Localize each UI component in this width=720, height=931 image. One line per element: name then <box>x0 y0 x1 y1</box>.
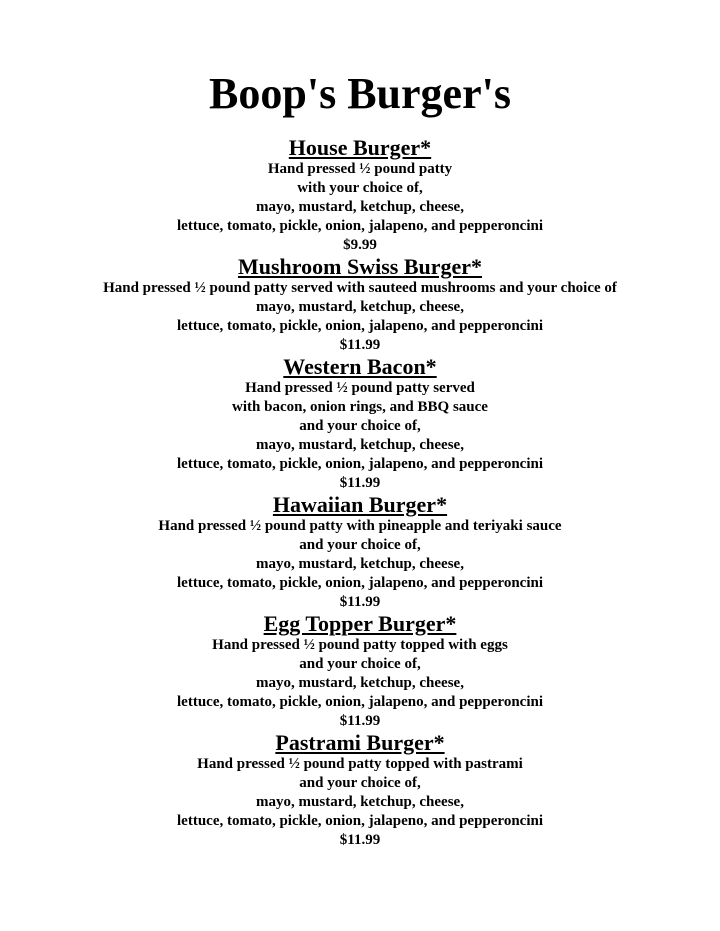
item-description-line: lettuce, tomato, pickle, onion, jalapeno, and pepperoncini <box>177 813 543 829</box>
item-description-line: mayo, mustard, ketchup, cheese, <box>256 437 464 453</box>
item-price: $11.99 <box>339 713 381 729</box>
item-description-line: mayo, mustard, ketchup, cheese, <box>256 675 464 691</box>
menu-item-house-burger <box>0 136 720 255</box>
item-description-line: Hand pressed ½ pound patty served with sauteed mushrooms and your choice of <box>103 280 617 296</box>
item-description-line: lettuce, tomato, pickle, onion, jalapeno, and pepperoncini <box>177 575 543 591</box>
menu-item-pastrami-burger <box>0 731 720 850</box>
item-name: Western Bacon* <box>283 354 437 379</box>
menu-item-western-bacon <box>0 355 720 493</box>
item-description-line: Hand pressed ½ pound patty topped with eggs <box>212 637 508 653</box>
menu-item-hawaiian-burger <box>0 493 720 612</box>
item-price: $11.99 <box>339 475 381 491</box>
item-description-line: lettuce, tomato, pickle, onion, jalapeno, and pepperoncini <box>177 456 543 472</box>
item-name: Mushroom Swiss Burger* <box>237 254 483 279</box>
restaurant-title: Boop's Burger's <box>209 69 511 118</box>
item-price: $11.99 <box>339 594 381 610</box>
item-description-line: and your choice of, <box>299 656 421 672</box>
item-name: Hawaiian Burger* <box>272 492 448 517</box>
item-description-line: lettuce, tomato, pickle, onion, jalapeno, and pepperoncini <box>177 318 543 334</box>
item-description-line: mayo, mustard, ketchup, cheese, <box>256 794 464 810</box>
item-description-line: Hand pressed ½ pound patty with pineapple and teriyaki sauce <box>158 518 562 534</box>
item-description-line: Hand pressed ½ pound patty served <box>245 380 475 396</box>
item-description-line: lettuce, tomato, pickle, onion, jalapeno, and pepperoncini <box>177 694 543 710</box>
item-description-line: lettuce, tomato, pickle, onion, jalapeno, and pepperoncini <box>177 218 543 234</box>
item-description-line: mayo, mustard, ketchup, cheese, <box>256 299 464 315</box>
item-description-line: Hand pressed ½ pound patty <box>267 161 453 177</box>
menu-list <box>0 136 720 850</box>
item-description-line: and your choice of, <box>299 775 421 791</box>
item-price: $9.99 <box>343 237 377 253</box>
item-description-line: Hand pressed ½ pound patty topped with pastrami <box>197 756 523 772</box>
item-description-line: and your choice of, <box>299 537 421 553</box>
menu-item-egg-topper-burger <box>0 612 720 731</box>
item-name: Egg Topper Burger* <box>263 611 457 636</box>
item-price: $11.99 <box>339 832 381 848</box>
item-price: $11.99 <box>339 337 381 353</box>
menu-item-mushroom-swiss-burger <box>0 255 720 355</box>
item-description-line: mayo, mustard, ketchup, cheese, <box>256 199 464 215</box>
item-name: House Burger* <box>288 135 432 160</box>
item-description-line: with your choice of, <box>297 180 423 196</box>
item-name: Pastrami Burger* <box>275 730 445 755</box>
item-description-line: and your choice of, <box>299 418 421 434</box>
item-description-line: with bacon, onion rings, and BBQ sauce <box>232 399 488 415</box>
item-description-line: mayo, mustard, ketchup, cheese, <box>256 556 464 572</box>
